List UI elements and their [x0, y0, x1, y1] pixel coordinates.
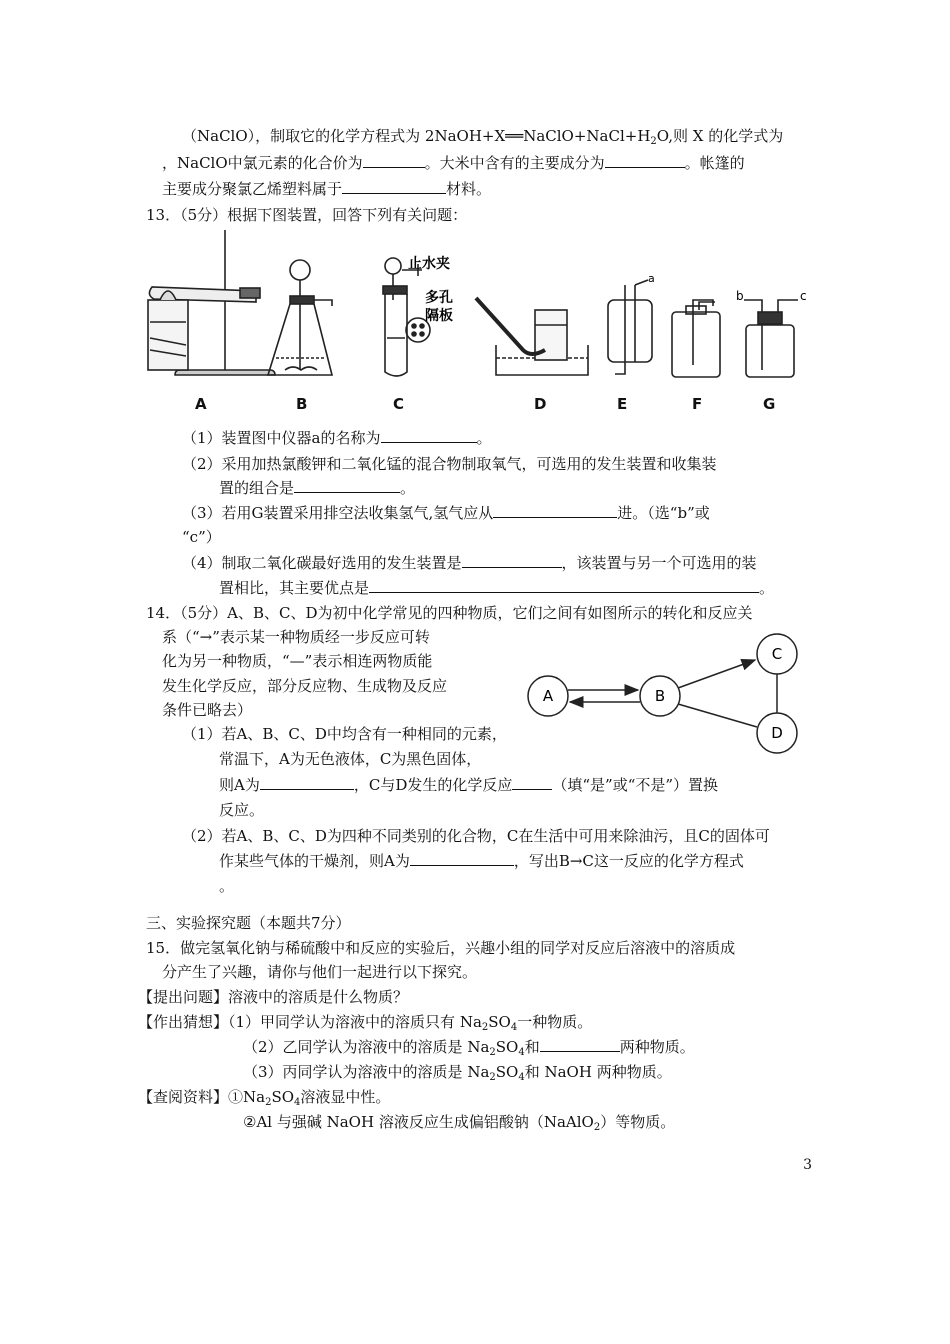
blank-13-4a[interactable]: [462, 553, 562, 568]
q14-line12: 。: [219, 877, 235, 895]
section3-title: 三、实验探究题（本题共7分）: [146, 914, 351, 932]
apparatus-a: [148, 230, 275, 375]
q14-line9: 反应。: [219, 801, 265, 819]
apparatus-e: [608, 280, 652, 374]
link-b-d: [678, 704, 757, 727]
q14-line4: 发生化学反应，部分反应物、生成物及反应: [162, 677, 448, 695]
blank-14-2[interactable]: [410, 851, 514, 866]
label-porous-2: 隔板: [425, 308, 453, 324]
arrow-b-c: [678, 660, 755, 688]
q14-line8: 则A为 ，C与D发生的化学反应 （填“是”或“不是”）置换: [219, 776, 719, 794]
blank-14-1b[interactable]: [512, 775, 552, 790]
q14-line1: 14．（5分）A、B、C、D为初中化学常见的四种物质，它们之间有如图所示的转化和反应关: [146, 604, 753, 622]
blank-material[interactable]: [342, 179, 446, 194]
apparatus-label-b: B: [296, 395, 308, 413]
apparatus-label-f: F: [692, 395, 703, 413]
q14-line11: 作某些气体的干燥剂，则A为 ，写出B→C这一反应的化学方程式: [219, 852, 744, 870]
q13-part3a: （3）若用G装置采用排空法收集氢气,氢气应从 进。（选“b”或: [182, 504, 710, 522]
page-number: 3: [803, 1157, 812, 1173]
q15-guess-1: 【作出猜想】（1）甲同学认为溶液中的溶质只有 $Na_2SO_4$一种物质。: [138, 1013, 593, 1033]
blank-13-1[interactable]: [381, 428, 477, 443]
q14-line2: 系（“→”表示某一种物质经一步反应可转: [162, 628, 430, 646]
q15-question: 【提出问题】溶液中的溶质是什么物质？: [138, 988, 409, 1006]
blank-13-4b[interactable]: [369, 578, 759, 593]
apparatus-label-e: E: [617, 395, 628, 413]
blank-15-guess[interactable]: [540, 1037, 620, 1052]
blank-rice[interactable]: [605, 153, 685, 168]
q14-line3: 化为另一种物质，“—”表示相连两物质能: [162, 652, 433, 670]
node-c-label: C: [771, 645, 783, 663]
node-d-label: D: [771, 724, 783, 742]
q14-line6: （1）若A、B、C、D中均含有一种相同的元素，: [182, 725, 507, 743]
intro-line-3: 主要成分聚氯乙烯塑料属于 材料。: [162, 180, 492, 198]
q13-part3c: “c”）: [182, 528, 221, 546]
q15-line2: 分产生了兴趣，请你与他们一起进行以下探究。: [162, 963, 478, 981]
q14-line10: （2）若A、B、C、D为四种不同类别的化合物，C在生活中可用来除油污，且C的固体可: [182, 827, 770, 845]
apparatus-f: [672, 300, 720, 377]
label-b: b: [736, 289, 744, 303]
apparatus-g: [744, 300, 798, 377]
apparatus-d: [476, 298, 588, 375]
label-clamp: 止水夹: [408, 256, 450, 272]
apparatus-c: [383, 258, 430, 376]
q13-part4a: （4）制取二氧化碳最好选用的发生装置是 ，该装置与另一个可选用的装: [182, 554, 757, 572]
q14-line5: 条件已略去）: [162, 701, 253, 719]
apparatus-label-a: A: [195, 395, 207, 413]
q15-guess-2: （2）乙同学认为溶液中的溶质是 $Na_2SO_4$和 两种物质。: [243, 1038, 695, 1058]
blank-13-3[interactable]: [493, 503, 617, 518]
q13-title: 13．（5分）根据下图装置，回答下列有关问题：: [146, 206, 468, 224]
relation-diagram: [520, 630, 820, 770]
blank-valence[interactable]: [363, 153, 425, 168]
q13-part2a: （2）采用加热氯酸钾和二氧化锰的混合物制取氧气，可选用的发生装置和收集装: [182, 455, 717, 473]
blank-13-2[interactable]: [294, 478, 400, 493]
intro-line-2: ，NaClO中氯元素的化合价为 。大米中含有的主要成分为 。帐篷的: [162, 154, 745, 172]
node-a-label: A: [542, 687, 554, 705]
q15-ref-2: ②Al 与强碱 NaOH 溶液反应生成偏铝酸钠（NaAlO$_2$）等物质。: [243, 1113, 676, 1133]
apparatus-figure: [140, 230, 820, 390]
q14-line7: 常温下，A为无色液体，C为黑色固体，: [219, 750, 482, 768]
q13-part4c: 置相比，其主要优点是 。: [219, 579, 775, 597]
apparatus-b: [268, 260, 332, 375]
intro-line-1: （NaClO），制取它的化学方程式为 $2NaOH+X══NaClO+NaCl+H_2O$,则 X 的化学式为: [182, 127, 784, 147]
apparatus-label-d: D: [534, 395, 547, 413]
q13-part1: （1）装置图中仪器a的名称为 。: [182, 429, 492, 447]
label-a: a: [648, 272, 655, 285]
q13-part2b: 置的组合是 。: [219, 479, 416, 497]
apparatus-label-g: G: [763, 395, 776, 413]
node-b-label: B: [654, 687, 666, 705]
apparatus-label-c: C: [393, 395, 405, 413]
q15-guess-3: （3）丙同学认为溶液中的溶质是 $Na_2SO_4$和 NaOH 两种物质。: [243, 1063, 672, 1083]
q15-ref-1: 【查阅资料】$①Na_2SO_4$溶液显中性。: [138, 1088, 391, 1108]
label-c: c: [800, 289, 807, 303]
q15-line1: 15．做完氢氧化钠与稀硫酸中和反应的实验后，兴趣小组的同学对反应后溶液中的溶质成: [146, 939, 736, 957]
label-porous-1: 多孔: [425, 290, 453, 306]
blank-14-1a[interactable]: [260, 775, 354, 790]
